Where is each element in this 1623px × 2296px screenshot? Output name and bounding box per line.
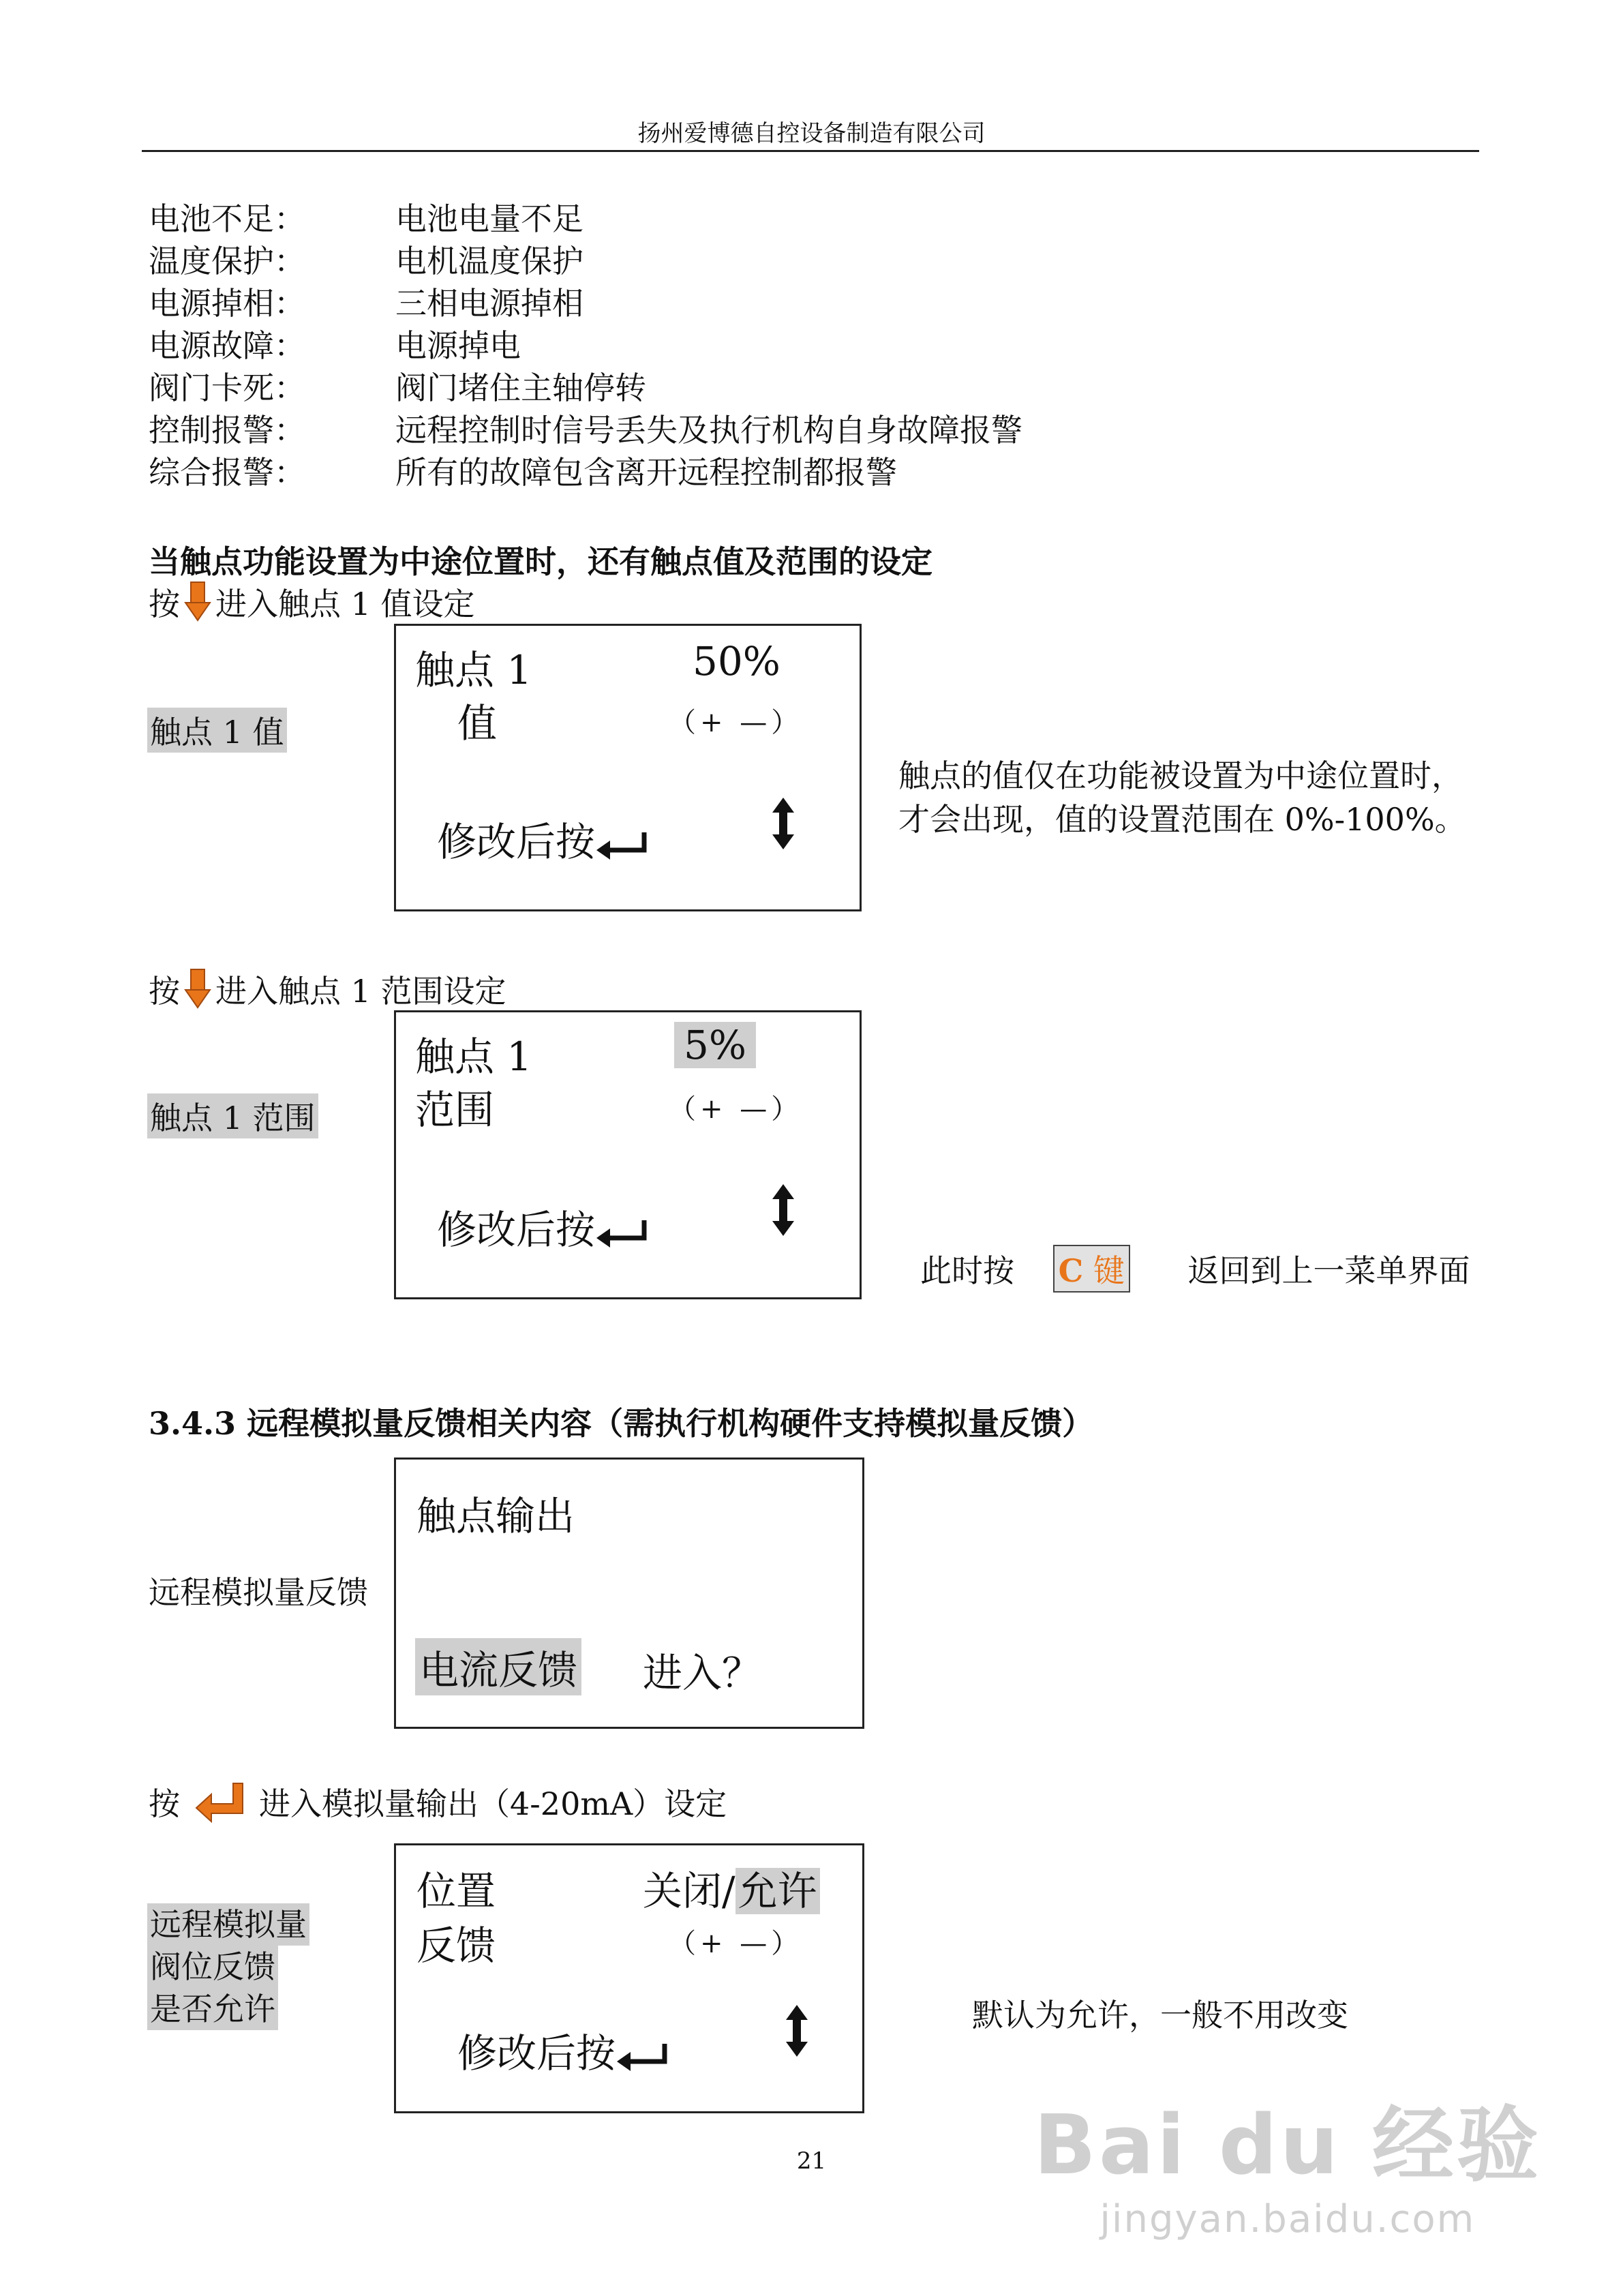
step-instruction bbox=[149, 1779, 727, 1832]
screen-side-label bbox=[147, 1903, 309, 2030]
enter-key-icon bbox=[595, 1218, 650, 1248]
side-label-line: 阀位反馈 bbox=[147, 1946, 278, 1988]
press-label: 按 bbox=[149, 586, 180, 622]
lcd-screen-contact-range bbox=[394, 1010, 862, 1299]
fault-desc: 电机温度保护 bbox=[395, 243, 583, 280]
fault-desc: 阀门堵住主轴停转 bbox=[395, 369, 646, 406]
fault-label: 控制报警： bbox=[149, 412, 305, 449]
lcd-plus-minus: （+ —） bbox=[669, 1928, 803, 1959]
c-key-letter: C bbox=[1058, 1252, 1084, 1289]
fault-label: 阀门卡死： bbox=[149, 369, 305, 406]
watermark-brand: Bai du 经验 bbox=[1033, 2098, 1541, 2193]
lcd-screen-position-feedback bbox=[394, 1843, 864, 2113]
screen-side-label: 触点 1 范围 bbox=[147, 1093, 318, 1138]
enter-key-icon bbox=[616, 2041, 670, 2071]
fault-desc: 所有的故障包含离开远程控制都报警 bbox=[395, 454, 897, 491]
step-instruction bbox=[149, 579, 475, 629]
screen-side-label: 触点 1 值 bbox=[147, 708, 287, 753]
watermark-url: jingyan.baidu.com bbox=[1099, 2197, 1476, 2241]
page-number: 21 bbox=[796, 2147, 827, 2175]
fault-label: 综合报警： bbox=[149, 454, 305, 491]
side-label-line: 是否允许 bbox=[147, 1988, 278, 2030]
c-key-word: 键 bbox=[1093, 1252, 1125, 1289]
fault-label: 电源掉相： bbox=[149, 285, 305, 322]
up-down-arrow-icon bbox=[770, 796, 797, 854]
lcd-line2-left: 反馈 bbox=[416, 1922, 496, 1969]
lcd-enter-prompt: 进入？ bbox=[643, 1650, 762, 1696]
press-label: 按 bbox=[149, 1785, 180, 1822]
enter-key-orange-icon bbox=[194, 1781, 247, 1832]
section-heading: 3.4.3 远程模拟量反馈相关内容（需执行机构硬件支持模拟量反馈） bbox=[149, 1405, 1094, 1442]
down-arrow-key-icon bbox=[184, 968, 211, 1016]
lcd-plus-minus: （+ —） bbox=[669, 1093, 803, 1125]
lcd-option-off: 关闭/ bbox=[643, 1868, 735, 1914]
fault-label: 温度保护： bbox=[149, 243, 305, 280]
step-text: 进入触点 1 值设定 bbox=[215, 586, 475, 622]
fault-desc: 电池电量不足 bbox=[395, 200, 583, 237]
section-heading: 当触点功能设置为中途位置时，还有触点值及范围的设定 bbox=[149, 543, 932, 580]
lcd-modify-label: 修改后按 bbox=[457, 2030, 616, 2076]
note-c-key bbox=[920, 1245, 1470, 1293]
note-line: 才会出现，值的设置范围在 0%-100%。 bbox=[898, 801, 1466, 838]
down-arrow-key-icon bbox=[184, 581, 211, 629]
fault-desc: 电源掉电 bbox=[395, 327, 521, 364]
screen-side-label: 远程模拟量反馈 bbox=[149, 1574, 368, 1611]
lcd-plus-minus: （+ —） bbox=[669, 707, 803, 738]
up-down-arrow-icon bbox=[770, 1183, 797, 1240]
note-line: 默认为允许，一般不用改变 bbox=[972, 1997, 1348, 2034]
step-text: 进入模拟量输出（4-20mA）设定 bbox=[259, 1785, 727, 1822]
up-down-arrow-icon bbox=[783, 2004, 810, 2061]
note-text: 此时按 bbox=[920, 1252, 1014, 1289]
lcd-bottom-text bbox=[457, 2021, 670, 2079]
lcd-line1: 触点输出 bbox=[416, 1493, 575, 1539]
lcd-modify-label: 修改后按 bbox=[437, 1207, 596, 1253]
lcd-screen-analog-menu bbox=[394, 1457, 864, 1729]
fault-desc: 远程控制时信号丢失及执行机构自身故障报警 bbox=[395, 412, 1022, 449]
lcd-line1-left: 位置 bbox=[416, 1868, 496, 1914]
step-instruction bbox=[149, 967, 506, 1016]
lcd-line2-left: 值 bbox=[457, 700, 498, 746]
side-label-line: 远程模拟量 bbox=[147, 1903, 309, 1946]
lcd-screen-contact-value bbox=[394, 624, 862, 911]
lcd-value: 5% bbox=[674, 1022, 756, 1068]
lcd-line1-left: 触点 1 bbox=[415, 1033, 532, 1080]
c-key bbox=[1053, 1245, 1130, 1293]
company-header: 扬州爱博德自控设备制造有限公司 bbox=[637, 120, 986, 147]
lcd-line2-left: 范围 bbox=[415, 1087, 495, 1133]
note-text: 返回到上一菜单界面 bbox=[1187, 1252, 1470, 1289]
fault-label: 电池不足： bbox=[149, 200, 305, 237]
step-text: 进入触点 1 范围设定 bbox=[215, 973, 506, 1010]
note-line: 触点的值仅在功能被设置为中途位置时， bbox=[898, 757, 1463, 794]
fault-desc: 三相电源掉相 bbox=[395, 285, 583, 322]
lcd-option-allow: 允许 bbox=[735, 1868, 820, 1914]
header-rule bbox=[142, 150, 1479, 152]
press-label: 按 bbox=[149, 973, 180, 1010]
lcd-bottom-text bbox=[437, 1198, 650, 1255]
fault-label: 电源故障： bbox=[149, 327, 305, 364]
lcd-modify-label: 修改后按 bbox=[437, 819, 596, 865]
lcd-bottom-text bbox=[437, 810, 650, 867]
watermark bbox=[1034, 2059, 1541, 2241]
lcd-option bbox=[643, 1859, 820, 1916]
paw-logo-icon bbox=[1034, 2059, 1541, 2080]
lcd-line1-left: 触点 1 bbox=[415, 647, 532, 693]
lcd-selected-item: 电流反馈 bbox=[415, 1638, 581, 1695]
enter-key-icon bbox=[595, 830, 650, 860]
lcd-value: 50% bbox=[693, 638, 780, 684]
